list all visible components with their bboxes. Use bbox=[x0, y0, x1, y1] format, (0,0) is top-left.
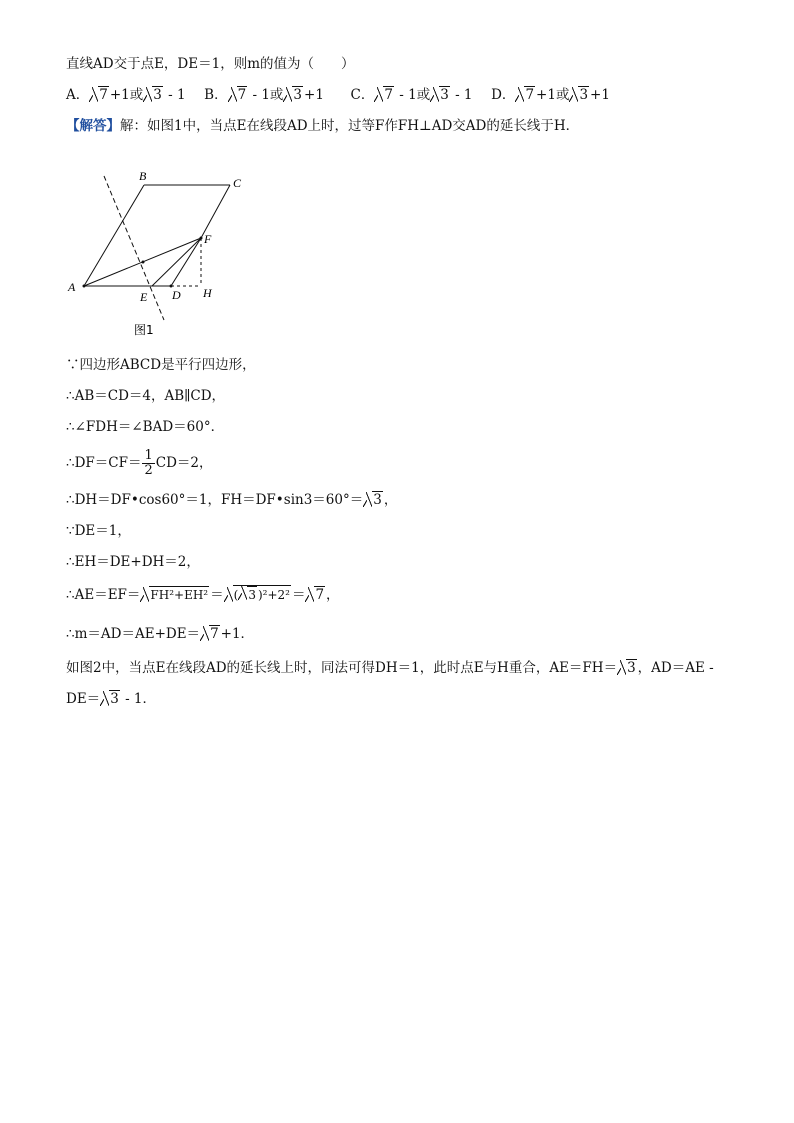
step-8-radicand-rest: ²+2² bbox=[262, 588, 290, 602]
point-a bbox=[83, 285, 86, 288]
option-a-label: A． bbox=[66, 87, 90, 103]
sqrt-symbol bbox=[283, 85, 303, 105]
sqrt-symbol bbox=[569, 85, 589, 105]
step-9-radicand: 7 bbox=[210, 626, 219, 642]
step-8-radicand-1: FH²+EH² bbox=[150, 588, 209, 602]
option-d-label: D． bbox=[491, 87, 516, 103]
solution-tag: 【解答】 bbox=[66, 118, 120, 134]
option-b-sep: 或 bbox=[269, 87, 284, 103]
sqrt-symbol bbox=[200, 624, 220, 644]
question-stem-text: 直线AD交于点E，DE＝1，则m的值为（ ） bbox=[66, 56, 355, 72]
step-5 bbox=[66, 490, 397, 510]
step-8-pre: ∴AE＝EF＝ bbox=[66, 587, 141, 603]
option-b bbox=[204, 87, 328, 103]
solution-intro bbox=[66, 116, 579, 136]
option-d-sep: 或 bbox=[555, 87, 570, 103]
question-stem bbox=[66, 54, 355, 74]
option-d-op-a: +1 bbox=[536, 87, 556, 103]
step-7 bbox=[66, 552, 200, 572]
step-6-text: ∵DE＝1， bbox=[66, 523, 131, 539]
sqrt-symbol bbox=[515, 85, 535, 105]
step-10-radicand: 3 bbox=[627, 660, 636, 676]
label-d: D bbox=[172, 288, 181, 302]
label-c: C bbox=[233, 176, 242, 190]
step-9-post: +1． bbox=[220, 626, 255, 642]
step-1-text: ∵四边形ABCD是平行四边形， bbox=[66, 357, 256, 373]
step-2 bbox=[66, 386, 225, 406]
option-b-op-b: +1 bbox=[304, 87, 324, 103]
step-9-pre: ∴m＝AD＝AE+DE＝ bbox=[66, 626, 201, 642]
step-2-text: ∴AB＝CD＝4，AB∥CD， bbox=[66, 388, 226, 404]
step-11 bbox=[66, 689, 156, 709]
step-4-post: CD＝2， bbox=[155, 455, 213, 471]
step-11-pre: DE＝ bbox=[66, 691, 101, 707]
fraction-numerator: 1 bbox=[144, 448, 153, 463]
option-a bbox=[66, 87, 190, 103]
option-a-radicand-a: 7 bbox=[99, 87, 108, 103]
option-d-radicand-b: 3 bbox=[579, 87, 589, 103]
point-mid bbox=[142, 261, 145, 264]
step-1 bbox=[66, 355, 256, 375]
option-d-radicand-a: 7 bbox=[525, 87, 535, 103]
option-d bbox=[491, 87, 610, 103]
step-8 bbox=[66, 585, 340, 605]
label-f: F bbox=[204, 232, 212, 246]
step-8-radicand-inner: 3 bbox=[248, 588, 256, 602]
option-a-sep: 或 bbox=[129, 87, 144, 103]
sqrt-symbol bbox=[430, 85, 450, 105]
step-5-radicand: 3 bbox=[373, 492, 382, 508]
sqrt-symbol bbox=[617, 658, 637, 678]
figure-1-diagram bbox=[60, 160, 280, 350]
option-c-op-a: - 1 bbox=[394, 87, 417, 103]
option-b-label: B． bbox=[204, 87, 228, 103]
option-c bbox=[351, 87, 477, 103]
sqrt-symbol bbox=[228, 85, 248, 105]
step-11-post: - 1． bbox=[120, 691, 157, 707]
sqrt-symbol bbox=[363, 490, 383, 510]
step-6 bbox=[66, 521, 131, 541]
label-a: A bbox=[68, 280, 76, 294]
sqrt-symbol bbox=[100, 689, 120, 709]
step-3 bbox=[66, 417, 224, 437]
option-a-radicand-b: 3 bbox=[153, 87, 162, 103]
step-4-pre: ∴DF＝CF＝ bbox=[66, 455, 142, 471]
option-b-radicand-b: 3 bbox=[293, 87, 303, 103]
option-a-op-b: - 1 bbox=[163, 87, 186, 103]
sqrt-symbol: ( 3 )²+2² bbox=[224, 585, 291, 605]
step-8-eq: ＝ bbox=[210, 587, 224, 603]
step-11-radicand: 3 bbox=[110, 691, 119, 707]
step-10-post: ，AD＝AE - bbox=[637, 660, 714, 676]
step-8-post: ， bbox=[326, 587, 340, 603]
option-c-radicand-a: 7 bbox=[384, 87, 393, 103]
step-8-eq2: ＝ bbox=[291, 587, 306, 603]
step-5-pre: ∴DH＝DF•cos60°＝1，FH＝DF•sin3＝60°＝ bbox=[66, 492, 364, 508]
step-5-post: ， bbox=[383, 492, 398, 508]
option-c-label: C． bbox=[350, 87, 375, 103]
option-b-op-a: - 1 bbox=[248, 87, 270, 103]
options-row bbox=[66, 85, 610, 105]
bisector-dashed-line bbox=[104, 176, 164, 320]
segment-cf bbox=[201, 185, 230, 238]
sqrt-symbol bbox=[140, 585, 209, 605]
step-10-pre: 如图2中，当点E在线段AD的延长线上时，同法可得DH＝1，此时点E与H重合，AE＝FH＝ bbox=[66, 660, 618, 676]
option-d-op-b: +1 bbox=[590, 87, 610, 103]
option-a-op-a: +1 bbox=[109, 87, 130, 103]
label-h: H bbox=[203, 286, 212, 300]
sqrt-symbol bbox=[238, 586, 257, 603]
label-e: E bbox=[140, 290, 148, 304]
sqrt-symbol bbox=[143, 85, 163, 105]
sqrt-symbol bbox=[374, 85, 394, 105]
label-b: B bbox=[139, 169, 147, 183]
fraction-denominator: 2 bbox=[144, 463, 153, 478]
solution-intro-text: 解：如图1中，当点E在线段AD上时，过等F作FH⊥AD交AD的延长线于H． bbox=[120, 118, 580, 134]
step-4 bbox=[66, 448, 213, 478]
step-10 bbox=[66, 658, 714, 678]
figure-caption: 图1 bbox=[134, 323, 154, 337]
step-3-text: ∴∠FDH＝∠BAD＝60°． bbox=[66, 419, 225, 435]
step-9 bbox=[66, 624, 254, 644]
step-8-radicand-3: 7 bbox=[315, 587, 325, 603]
option-c-sep: 或 bbox=[416, 87, 431, 103]
option-b-radicand-a: 7 bbox=[237, 87, 247, 103]
sqrt-symbol bbox=[89, 85, 109, 105]
sqrt-symbol bbox=[305, 585, 325, 605]
option-c-radicand-b: 3 bbox=[440, 87, 449, 103]
segment-ef bbox=[152, 238, 201, 286]
option-c-op-b: - 1 bbox=[450, 87, 473, 103]
segment-fd bbox=[171, 238, 201, 286]
fraction-half bbox=[142, 449, 154, 478]
step-7-text: ∴EH＝DE+DH＝2， bbox=[66, 554, 200, 570]
point-f bbox=[200, 237, 203, 240]
